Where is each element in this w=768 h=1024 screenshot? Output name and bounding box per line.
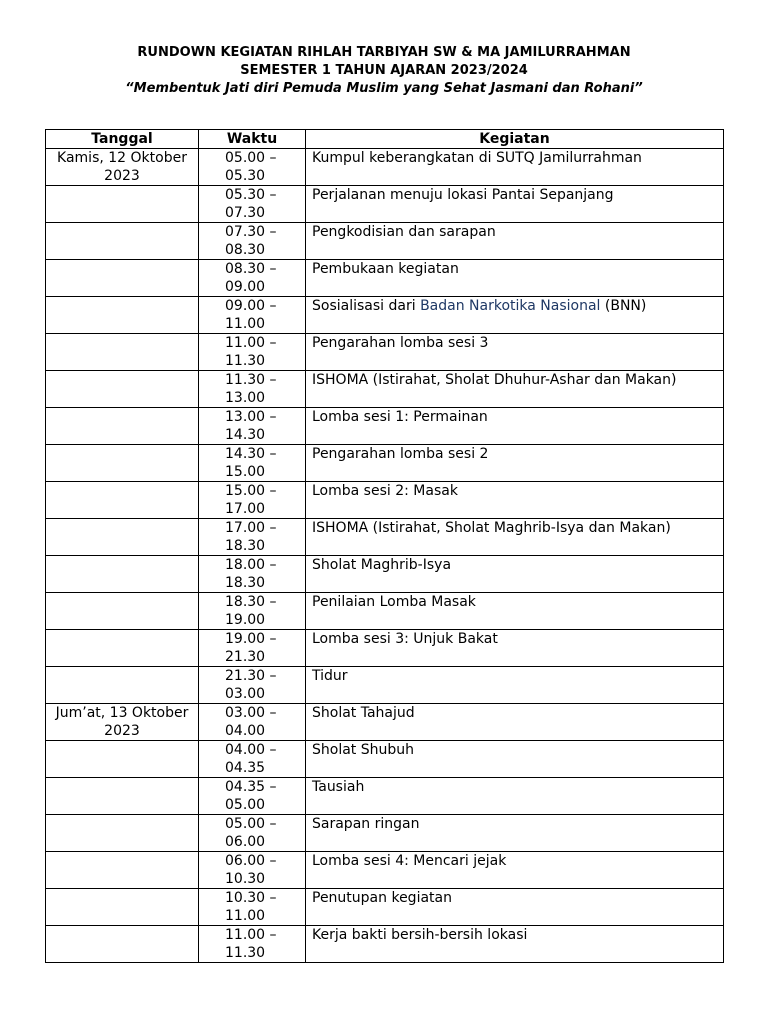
row-date xyxy=(46,852,199,889)
row-activity: ISHOMA (Istirahat, Sholat Maghrib-Isya dan Makan) xyxy=(306,519,724,556)
row-activity: Lomba sesi 2: Masak xyxy=(306,482,724,519)
row-activity: Pembukaan kegiatan xyxy=(306,260,724,297)
table-row xyxy=(46,778,724,815)
table-row xyxy=(46,815,724,852)
row-activity: Tidur xyxy=(306,667,724,704)
table-row xyxy=(46,408,724,445)
row-activity: Pengarahan lomba sesi 2 xyxy=(306,445,724,482)
row-activity: Lomba sesi 4: Mencari jejak xyxy=(306,852,724,889)
row-time: 21.30 – 03.00 xyxy=(199,667,306,704)
row-time: 18.30 – 19.00 xyxy=(199,593,306,630)
table-row xyxy=(46,852,724,889)
table-row xyxy=(46,741,724,778)
row-activity: Sosialisasi dari Badan Narkotika Nasional (BNN) xyxy=(306,297,724,334)
row-activity: Penilaian Lomba Masak xyxy=(306,593,724,630)
table-row xyxy=(46,149,724,186)
row-date xyxy=(46,889,199,926)
row-date xyxy=(46,593,199,630)
row-activity: Kumpul keberangkatan di SUTQ Jamilurrahman xyxy=(306,149,724,186)
table-row xyxy=(46,667,724,704)
table-row xyxy=(46,260,724,297)
rundown-table xyxy=(45,129,724,963)
row-time: 11.00 – 11.30 xyxy=(199,334,306,371)
document-semester: SEMESTER 1 TAHUN AJARAN 2023/2024 xyxy=(240,63,528,78)
document-title: RUNDOWN KEGIATAN RIHLAH TARBIYAH SW & MA JAMILURRAHMAN xyxy=(137,45,631,60)
bnn-name: Badan Narkotika Nasional xyxy=(420,298,601,314)
row-activity: Tausiah xyxy=(306,778,724,815)
table-row xyxy=(46,926,724,963)
row-date xyxy=(46,667,199,704)
table-row xyxy=(46,593,724,630)
row-time: 04.35 – 05.00 xyxy=(199,778,306,815)
row-time: 11.00 – 11.30 xyxy=(199,926,306,963)
document-tagline: “Membentuk Jati diri Pemuda Muslim yang Sehat Jasmani dan Rohani” xyxy=(125,81,643,96)
row-date: Kamis, 12 Oktober 2023 xyxy=(46,149,199,186)
row-time: 04.00 – 04.35 xyxy=(199,741,306,778)
row-activity: Pengkodisian dan sarapan xyxy=(306,223,724,260)
table-row xyxy=(46,334,724,371)
table-row xyxy=(46,630,724,667)
row-date xyxy=(46,482,199,519)
table-row xyxy=(46,371,724,408)
row-time: 07.30 – 08.30 xyxy=(199,223,306,260)
row-activity: Sholat Maghrib-Isya xyxy=(306,556,724,593)
row-date xyxy=(46,408,199,445)
row-date xyxy=(46,519,199,556)
row-activity: Lomba sesi 3: Unjuk Bakat xyxy=(306,630,724,667)
row-date xyxy=(46,926,199,963)
row-activity: Sholat Tahajud xyxy=(306,704,724,741)
row-date xyxy=(46,556,199,593)
row-date xyxy=(46,630,199,667)
row-activity: Sholat Shubuh xyxy=(306,741,724,778)
row-time: 05.00 – 06.00 xyxy=(199,815,306,852)
row-date xyxy=(46,334,199,371)
row-activity: Sarapan ringan xyxy=(306,815,724,852)
row-activity: Lomba sesi 1: Permainan xyxy=(306,408,724,445)
header-tanggal: Tanggal xyxy=(46,130,199,149)
row-activity: Kerja bakti bersih-bersih lokasi xyxy=(306,926,724,963)
row-time: 14.30 – 15.00 xyxy=(199,445,306,482)
table-row xyxy=(46,445,724,482)
row-time: 05.00 – 05.30 xyxy=(199,149,306,186)
row-time: 11.30 – 13.00 xyxy=(199,371,306,408)
row-time: 03.00 – 04.00 xyxy=(199,704,306,741)
row-date xyxy=(46,297,199,334)
table-header-row xyxy=(46,130,724,149)
row-date xyxy=(46,260,199,297)
row-time: 18.00 – 18.30 xyxy=(199,556,306,593)
header-kegiatan: Kegiatan xyxy=(306,130,724,149)
row-time: 05.30 – 07.30 xyxy=(199,186,306,223)
row-date xyxy=(46,445,199,482)
row-activity: Pengarahan lomba sesi 3 xyxy=(306,334,724,371)
document-header xyxy=(0,44,768,98)
row-date xyxy=(46,815,199,852)
table-row xyxy=(46,889,724,926)
row-date xyxy=(46,186,199,223)
row-time: 19.00 – 21.30 xyxy=(199,630,306,667)
header-waktu: Waktu xyxy=(199,130,306,149)
row-activity: Perjalanan menuju lokasi Pantai Sepanjang xyxy=(306,186,724,223)
row-date xyxy=(46,223,199,260)
table-row xyxy=(46,223,724,260)
row-activity: ISHOMA (Istirahat, Sholat Dhuhur-Ashar dan Makan) xyxy=(306,371,724,408)
table-row xyxy=(46,556,724,593)
row-time: 13.00 – 14.30 xyxy=(199,408,306,445)
row-activity: Penutupan kegiatan xyxy=(306,889,724,926)
table-row xyxy=(46,519,724,556)
table-row xyxy=(46,186,724,223)
row-time: 10.30 – 11.00 xyxy=(199,889,306,926)
row-time: 17.00 – 18.30 xyxy=(199,519,306,556)
row-time: 08.30 – 09.00 xyxy=(199,260,306,297)
row-time: 15.00 – 17.00 xyxy=(199,482,306,519)
table-row xyxy=(46,297,724,334)
row-date xyxy=(46,371,199,408)
table-row xyxy=(46,482,724,519)
row-date: Jum’at, 13 Oktober 2023 xyxy=(46,704,199,741)
row-time: 06.00 – 10.30 xyxy=(199,852,306,889)
row-time: 09.00 – 11.00 xyxy=(199,297,306,334)
row-date xyxy=(46,741,199,778)
table-row xyxy=(46,704,724,741)
row-date xyxy=(46,778,199,815)
